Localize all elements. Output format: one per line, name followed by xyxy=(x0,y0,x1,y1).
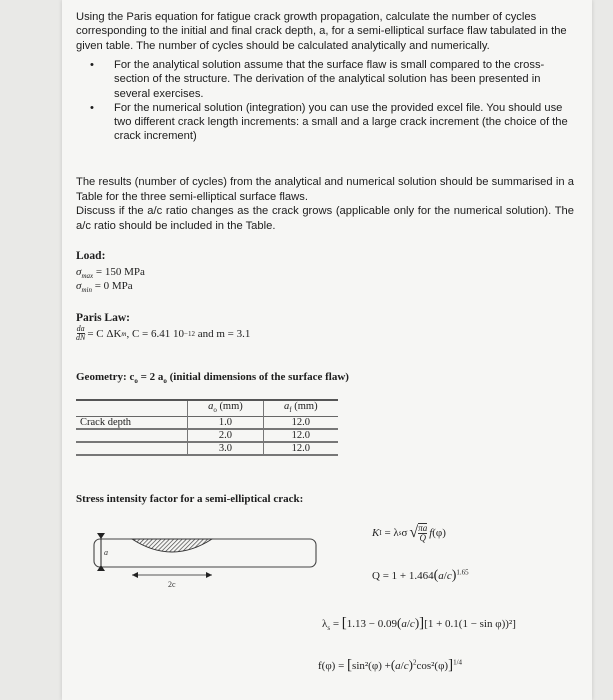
cell-a0: 1.0 xyxy=(188,417,263,430)
semi-elliptical-crack-figure xyxy=(92,527,322,591)
header-af: $a_f$ (mm) xyxy=(263,400,338,417)
results-text-1: The results (number of cycles) from the analytical and numerical solution should be summarised in a Table for the three semi-elliptical surface flaws. xyxy=(76,176,574,203)
cell-af: 12.0 xyxy=(263,429,338,442)
table-row xyxy=(76,417,338,430)
row-label: Crack depth xyxy=(80,417,132,429)
document-page xyxy=(62,0,592,700)
cell-af: 12.0 xyxy=(263,442,338,455)
table-header-row xyxy=(76,400,338,417)
paris-heading: Paris Law: xyxy=(76,312,130,324)
geometry-heading: Geometry: $c_o = 2$ $a_o$ (initial dimensions of the surface flaw) xyxy=(76,371,349,386)
results-text-2: Discuss if the a/c ratio changes as the crack grows (applicable only for the numerical solution). The a/c ratio should be included in the Table. xyxy=(76,205,574,232)
sigma-max-line: $\sigma_{max} = 150$ MPa xyxy=(76,266,145,281)
cell-a0: 2.0 xyxy=(188,429,263,442)
results-paragraph xyxy=(76,175,574,233)
load-heading: Load: xyxy=(76,250,106,262)
f-formula: $f(\varphi) = [\sin^2(\varphi) +(a/c)^2\cos^2(\varphi)]^{1/4}$ xyxy=(318,657,463,673)
table-row xyxy=(76,442,338,455)
table-row xyxy=(76,429,338,442)
k-formula: K I = λ s σ √ πa Q f(φ) xyxy=(372,523,446,543)
bullet-icon: • xyxy=(90,101,94,114)
sigma-min-line: $\sigma_{min} = 0$ MPa xyxy=(76,280,133,295)
bullet-icon: • xyxy=(90,59,94,71)
bullet-item-analytical: • For the analytical solution assume that the surface flaw is small compared to the cross-section of the structure. The derivation of the analytical solution has been presented in several exercises. xyxy=(90,59,545,100)
bullet-item-numerical: • For the numerical solution (integration) you can use the provided excel file. You should use two different crack length increments: a small and a large crack increment (the choice of the crack increment) xyxy=(90,101,568,143)
q-formula: $Q = 1 + 1.464(a/c)^{1.65}$ xyxy=(372,568,469,583)
cell-af: 12.0 xyxy=(263,417,338,430)
cell-a0: 3.0 xyxy=(188,442,263,455)
bullet-list xyxy=(90,58,570,144)
sif-heading: Stress intensity factor for a semi-elliptical crack: xyxy=(76,493,304,505)
figure-label-a: a xyxy=(104,548,108,557)
figure-label-2c: 2c xyxy=(168,580,176,589)
intro-paragraph: Using the Paris equation for fatigue crack growth propagation, calculate the number of cycles corresponding to the initial and final crack depth, a, for a semi-elliptical surface flaw tabulated in the given table. The number of cycles should be calculated analytically and numerically. xyxy=(76,11,567,52)
crack-depth-table xyxy=(76,399,338,456)
paris-equation: $\frac{da}{dN}$ = C ΔK m , C = 6.41 10 −12 and m = 3.1 xyxy=(76,324,251,342)
header-a0: $a_o$ (mm) xyxy=(188,400,263,417)
lambda-formula: $\lambda_s = [1.13 - 0.09(a/c)][1 + 0.1(1 - \sin \varphi))^2$] xyxy=(322,615,516,633)
